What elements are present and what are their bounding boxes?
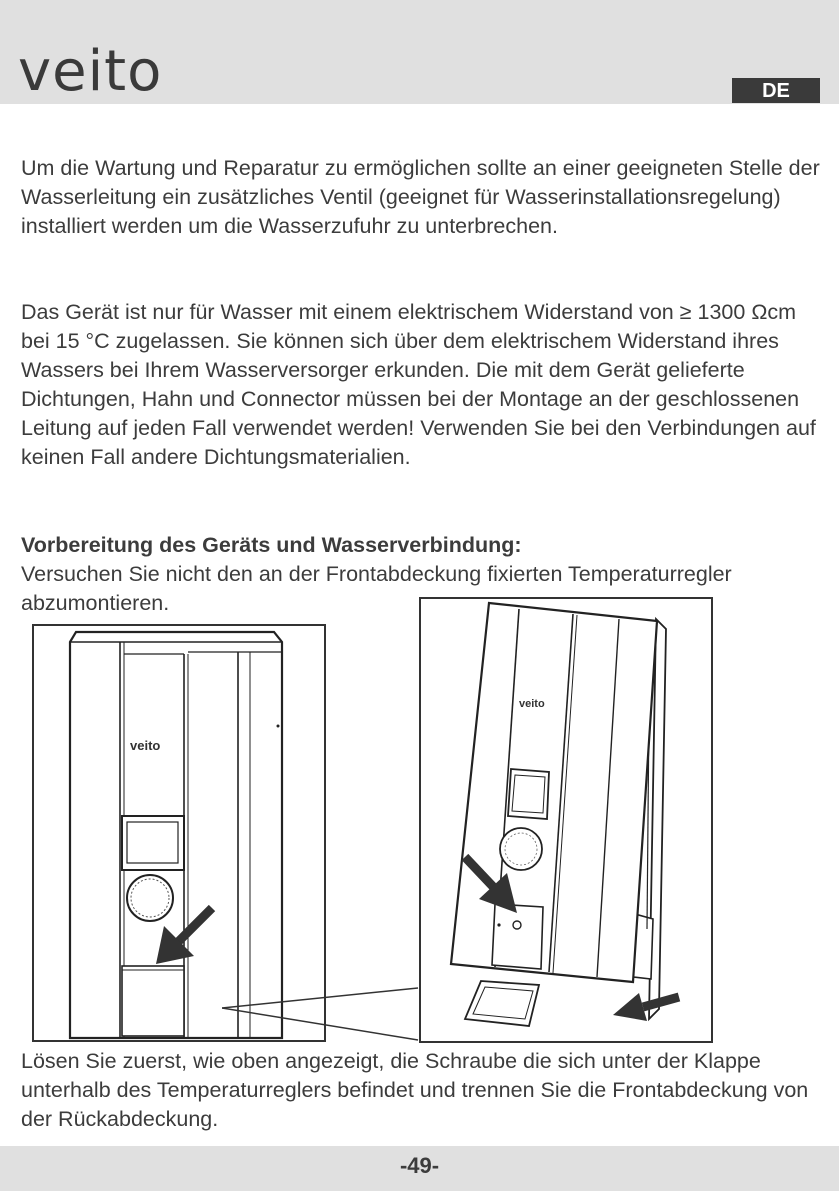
paragraph-maintenance-valve: Um die Wartung und Reparatur zu ermöglichen sollte an einer geeigneten Stelle der Wasserleitung ein zusätzliches Ventil (geeignet für Wasserinstallationsregelung) installiert werden um die Wasserzufuhr zu unterbrechen. [21, 156, 820, 238]
section-heading: Vorbereitung des Geräts und Wasserverbindung: [21, 533, 522, 557]
figure-right-brand: veito [519, 698, 545, 710]
figure-heater-front [32, 624, 326, 1042]
figure-left-brand: veito [130, 738, 161, 753]
brand-logo: veito [18, 39, 163, 104]
zoom-connector-lines [222, 985, 422, 1045]
page-number: -49- [399, 1153, 440, 1178]
language-badge: DE [732, 78, 820, 103]
figure-heater-opened [419, 597, 713, 1043]
paragraph-water-resistance: Das Gerät ist nur für Wasser mit einem elektrischem Widerstand von ≥ 1300 Ωcm bei 15 °C zugelassen. Sie können sich über dem elektrischem Widerstand ihres Wassers bei Ihrem Wasserversorger erkunden. Die mit dem Gerät gelieferte Dichtungen, Hahn und Connector müssen bei der Montage an der geschlossenen Leitung auf jeden Fall verwendet werden! Verwenden Sie bei den Verbindungen auf keinen Fall andere Dichtungsmaterialien. [21, 300, 816, 469]
paragraph-screw-instruction: Lösen Sie zuerst, wie oben angezeigt, die Schraube die sich unter der Klappe unterhalb des Temperaturreglers befindet und trennen Sie die Frontabdeckung von der Rückabdeckung. [21, 1049, 809, 1131]
paragraph-temperature-regulator: Versuchen Sie nicht den an der Frontabdeckung fixierten Temperaturregler abzumontieren. [21, 562, 732, 615]
